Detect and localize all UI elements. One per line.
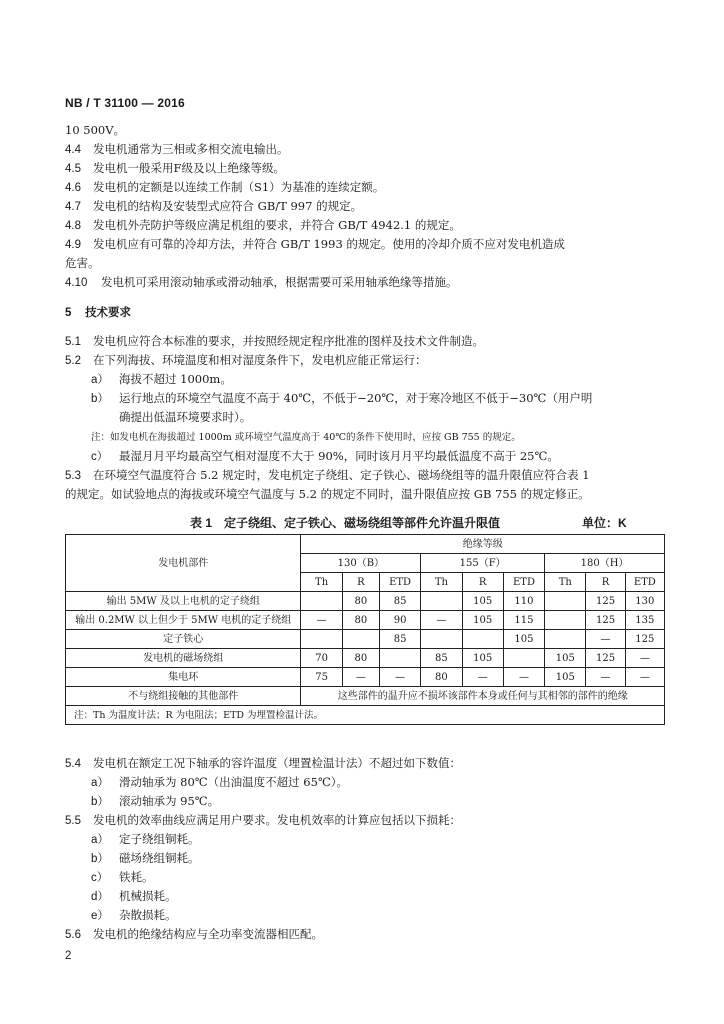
clause-4-10 [65,274,458,291]
note-label: 注： [91,432,111,443]
clause-text: 发电机应符合本标准的要求，并按照经规定程序批准的图样及技术文件制造。 [93,334,484,348]
table-row [66,649,665,668]
part-name: 不与绕组接触的其他部件 [66,687,301,706]
list-text: 铁耗。 [119,870,154,884]
part-column-header: 发电机部件 [66,535,301,592]
clause-4-6 [65,179,384,196]
list-text: 定子绕组铜耗。 [119,832,200,846]
method-header: R [462,573,503,592]
clause-number: 4.8 [65,220,81,232]
clause-4-7 [65,198,362,215]
clause-4-8 [65,217,461,234]
clause-number: 5.3 [65,470,81,482]
list-text: 杂散损耗。 [119,908,177,922]
line-text: 的规定。如试验地点的海拔或环境空气温度与 5.2 的规定不同时，温升限值应按 GB 755 的规定修正。 [65,487,590,501]
list-marker: e） [91,910,109,922]
table-cell: 90 [379,611,420,630]
clause-5-5 [65,812,461,829]
text-line [65,486,590,502]
table-cell: 80 [342,592,379,611]
list-item [91,793,219,810]
table-note: 注：Th 为温度计法；R 为电阻法；ETD 为埋置检温计法。 [66,706,665,725]
table-note-row [66,706,665,725]
list-marker: b） [91,393,109,405]
method-header: ETD [625,573,664,592]
clause-5-3 [65,467,590,484]
class-header: 130（B） [301,554,421,573]
table-cell [379,649,420,668]
list-item [91,869,154,886]
method-header: ETD [379,573,420,592]
clause-4-9 [65,236,565,253]
table-cell: 75 [301,668,342,687]
table-cell-merged: 这些部件的温升应不损坏该部件本身或任何与其相邻的部件的绝缘 [301,687,665,706]
line-text: 10 500V。 [65,123,126,137]
clause-text: 发电机外壳防护等级应满足机组的要求，并符合 GB/T 4942.1 的规定。 [93,218,461,232]
clause-text: 发电机在额定工况下轴承的容许温度（埋置检温计法）不超过如下数值： [93,756,461,770]
table-cell: 80 [342,611,379,630]
clause-number: 4.9 [65,239,81,251]
list-marker: a） [91,777,109,789]
table-cell: — [421,611,462,630]
table-cell [301,630,342,649]
clause-text: 发电机的定额是以连续工作制（S1）为基准的连续定额。 [93,180,385,194]
table-row [66,687,665,706]
clause-number: 4.5 [65,163,81,175]
clause-4-4 [65,141,289,158]
method-header: Th [545,573,586,592]
table-cell: 125 [625,630,664,649]
note-text: 如发电机在海拔超过 1000m 或环境空气温度高于 40℃的条件下使用时，应按 GB 755 的规定。 [110,432,521,443]
table-cell [301,592,342,611]
list-text: 磁场绕组铜耗。 [119,851,200,865]
method-header: Th [421,573,462,592]
list-item [91,888,177,905]
clause-number: 5.4 [65,758,81,770]
section-heading [65,305,131,321]
list-text: 运行地点的环境空气温度不高于 40℃，不低于−20℃，对于寒冷地区不低于−30℃（用户明 [119,391,593,405]
section-title: 技术要求 [85,307,131,319]
line-text: 确提出低温环境要求时）。 [119,410,252,424]
method-header: R [586,573,625,592]
table-cell [421,592,462,611]
clause-5-1 [65,333,484,350]
table-cell: — [301,611,342,630]
table-unit: 单位：K [582,516,627,530]
clause-number: 5.2 [65,355,81,367]
list-item [91,907,177,924]
clause-number: 4.10 [65,277,88,289]
table-cell: 85 [421,649,462,668]
table-row [66,611,665,630]
table-cell: — [586,668,625,687]
list-marker: c） [91,451,109,463]
table-cell [545,592,586,611]
list-item [91,850,200,867]
text-line [119,409,251,425]
method-header: Th [301,573,342,592]
table-cell: 125 [586,611,625,630]
part-name: 发电机的磁场绕组 [66,649,301,668]
table-cell: — [625,668,664,687]
clause-number: 4.7 [65,201,81,213]
table-row [66,592,665,611]
method-header: ETD [503,573,544,592]
clause-text: 发电机的效率曲线应满足用户要求。发电机效率的计算应包括以下损耗： [93,813,461,827]
part-name: 输出 0.2MW 以上但少于 5MW 电机的定子绕组 [66,611,301,630]
clause-text: 发电机通常为三相或多相交流电输出。 [93,142,289,156]
list-item [91,448,559,465]
table-cell: 125 [586,649,625,668]
insulation-class-header: 绝缘等级 [301,535,665,554]
part-name: 输出 5MW 及以上电机的定子绕组 [66,592,301,611]
list-marker: d） [91,891,109,903]
clause-5-2 [65,352,427,369]
table-cell [342,630,379,649]
list-text: 海拔不超过 1000m。 [119,372,232,386]
list-item [91,831,200,848]
clause-5-4 [65,755,461,772]
table-cell: 110 [503,592,544,611]
list-text: 滑动轴承为 80℃（出油温度不超过 65℃）。 [119,775,349,789]
table-cell: 105 [462,592,503,611]
list-marker: b） [91,796,109,808]
list-item [91,390,592,407]
list-text: 机械损耗。 [119,889,177,903]
table-cell [421,630,462,649]
class-header: 180（H） [545,554,665,573]
table-cell: — [503,668,544,687]
table-cell: 105 [545,649,586,668]
table-cell: — [625,649,664,668]
table-cell [545,611,586,630]
clause-4-5 [65,160,285,177]
clause-text: 发电机应有可靠的冷却方法，并符合 GB/T 1993 的规定。使用的冷却介质不应对发电机造成 [93,237,565,251]
clause-number: 5.6 [65,929,81,941]
clause-text: 发电机的绝缘结构应与全功率变流器相匹配。 [93,927,323,941]
list-item [91,371,232,388]
table-cell [545,630,586,649]
table-cell: 130 [625,592,664,611]
text-line [65,122,125,138]
table-cell: 85 [379,630,420,649]
page-number: 2 [65,950,72,962]
clause-number: 4.6 [65,182,81,194]
table-cell: 105 [462,649,503,668]
part-name: 集电环 [66,668,301,687]
table-cell: — [462,668,503,687]
list-marker: b） [91,853,109,865]
text-line [65,255,100,271]
clause-number: 5.1 [65,336,81,348]
table-cell: 80 [342,649,379,668]
list-marker: a） [91,374,109,386]
part-name: 定子铁心 [66,630,301,649]
clause-text: 在下列海拔、环境温度和相对湿度条件下，发电机应能正常运行： [93,353,427,367]
table-cell: 105 [503,630,544,649]
table-cell: 125 [586,592,625,611]
class-header: 155（F） [421,554,545,573]
table-cell: — [586,630,625,649]
clause-number: 5.5 [65,815,81,827]
table-cell: — [342,668,379,687]
standard-number-header: NB / T 31100 — 2016 [65,96,185,110]
table-cell: 70 [301,649,342,668]
list-text: 最湿月月平均最高空气相对湿度不大于 90%，同时该月月平均最低温度不高于 25℃。 [119,449,559,463]
table-cell: 80 [421,668,462,687]
table-cell: 135 [625,611,664,630]
list-marker: c） [91,872,109,884]
table-cell [462,630,503,649]
list-item [91,774,348,791]
table-cell: 85 [379,592,420,611]
table-row [66,668,665,687]
temperature-rise-table [65,534,665,725]
clause-number: 4.4 [65,144,81,156]
line-text: 危害。 [65,256,100,270]
table-row [66,630,665,649]
table-cell: 105 [545,668,586,687]
note-line [91,430,521,446]
table-cell: 105 [462,611,503,630]
clause-text: 发电机一般采用F级及以上绝缘等级。 [93,161,285,175]
clause-text: 发电机可采用滚动轴承或滑动轴承，根据需要可采用轴承绝缘等措施。 [101,275,458,289]
table-cell: 115 [503,611,544,630]
method-header: R [342,573,379,592]
clause-text: 发电机的结构及安装型式应符合 GB/T 997 的规定。 [93,199,363,213]
table-caption: 表 1 定子绕组、定子铁心、磁场绕组等部件允许温升限值 [190,516,501,530]
list-marker: a） [91,834,109,846]
list-text: 滚动轴承为 95℃。 [119,794,220,808]
clause-5-6 [65,926,323,943]
section-number: 5 [65,307,72,319]
table-cell: — [379,668,420,687]
table-cell [503,649,544,668]
clause-text: 在环境空气温度符合 5.2 规定时，发电机定子绕组、定子铁心、磁场绕组等的温升限值应符合表 1 [93,468,590,482]
